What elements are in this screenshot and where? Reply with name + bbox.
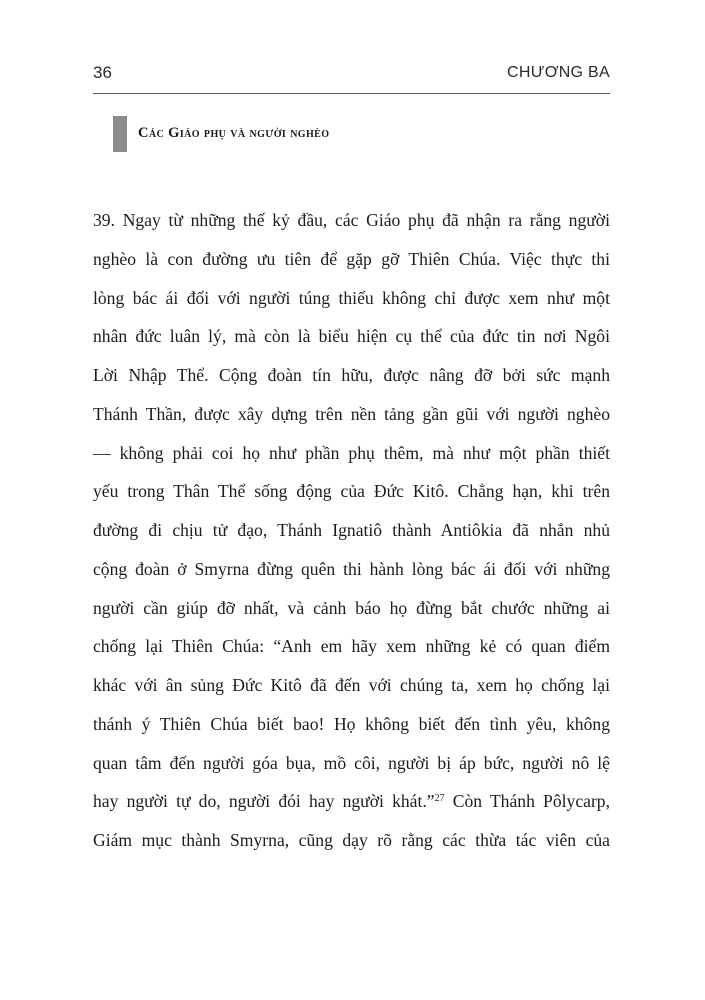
text-line: nhân đức luân lý, mà còn là biểu hiện cụ thể của đức tin nơi Ngôi [93, 326, 610, 347]
footnote-reference[interactable]: 27 [434, 793, 445, 805]
text-line: 39. Ngay từ những thế kỷ đầu, các Giáo phụ đã nhận ra rằng người [93, 210, 610, 230]
text-segment: Còn Thánh Pôlycarp, [444, 791, 610, 812]
text-line: Thánh Thần, được xây dựng trên nền tảng gần gũi với người nghèo [93, 403, 610, 424]
text-line: quan tâm đến người góa bụa, mồ côi, người bị áp bức, người nô lệ [93, 752, 610, 773]
text-line: Giám mục thành Smyrna, cũng dạy rõ rằng các thừa tác viên của [93, 830, 610, 850]
text-line: Lời Nhập Thể. Cộng đoàn tín hữu, được nâng đỡ bởi sức mạnh [93, 365, 610, 385]
section-heading: Các Giáo phụ và người nghèo [138, 125, 330, 141]
text-line: người cần giúp đỡ nhất, và cảnh báo họ đừng bắt chước những ai [93, 597, 610, 618]
text-line: yếu trong Thân Thể sống động của Đức Kitô. Chẳng hạn, khi trên [93, 481, 610, 502]
text-line: — không phải coi họ như phần phụ thêm, mà như một phần thiết [93, 442, 610, 463]
text-line: thánh ý Thiên Chúa biết bao! Họ không biết đến tình yêu, không [93, 713, 610, 734]
section-marker-bar [113, 116, 127, 152]
running-header [93, 62, 610, 84]
chapter-title: CHƯƠNG BA [507, 64, 610, 81]
text-segment: hay người tự do, người đói hay người khát.” [93, 791, 435, 812]
text-line: cộng đoàn ở Smyrna đừng quên thi hành lòng bác ái đối với những [93, 558, 610, 579]
text-line: lòng bác ái đối với người túng thiếu không chỉ được xem như một [93, 287, 610, 308]
text-line: chống lại Thiên Chúa: “Anh em hãy xem những kẻ có quan điểm [93, 636, 610, 657]
header-divider [93, 93, 610, 94]
text-line: khác với ân sủng Đức Kitô đã đến với chúng ta, xem họ chống lại [93, 675, 610, 695]
page-number: 36 [93, 63, 112, 82]
body-paragraph [93, 201, 610, 860]
text-line-with-footnote [93, 782, 610, 821]
text-line: đường đi chịu tử đạo, Thánh Ignatiô thành Antiôkia đã nhắn nhủ [93, 520, 610, 540]
text-line: nghèo là con đường ưu tiên để gặp gỡ Thiên Chúa. Việc thực thi [93, 248, 610, 269]
